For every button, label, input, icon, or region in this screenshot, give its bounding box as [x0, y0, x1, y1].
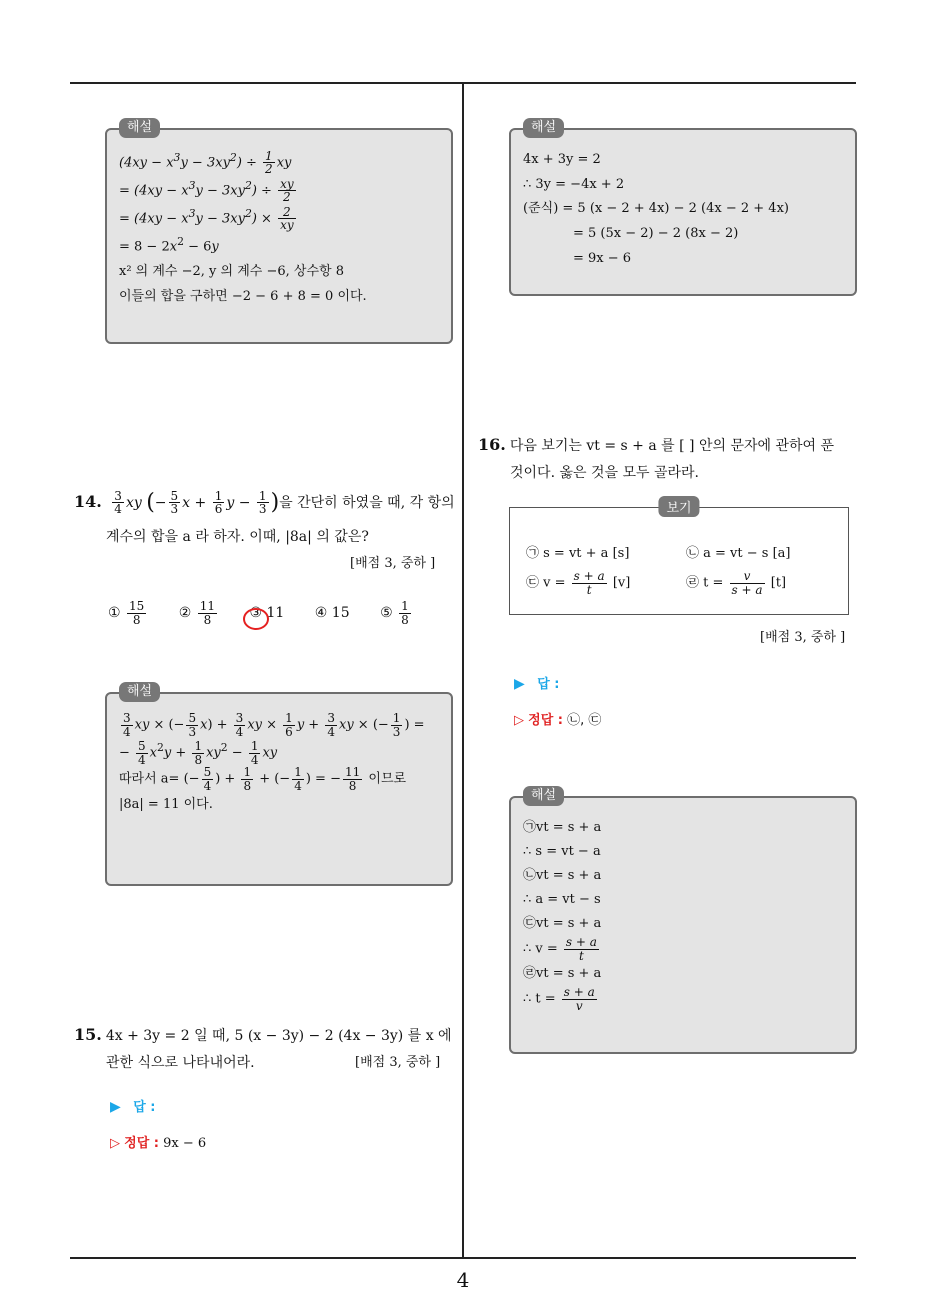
solution-line: ㉢vt = s + a: [523, 916, 602, 932]
answer-mark-circle: [243, 608, 269, 630]
solution-line: 따라서 a= (− $\frac{5}{4}$ ) + $\frac{1}{8}$ + (− $\frac{1}{4}$ ) = − $\frac{11}{8}$ 이므로: [119, 765, 407, 793]
outline-triangle-icon: ▷: [110, 1136, 120, 1151]
correct-answer-row: [110, 1132, 206, 1151]
choice-1[interactable]: ① $\frac{15}{8}$: [108, 599, 145, 627]
score-label: [배점 3, 중하 ]: [760, 630, 846, 645]
score-label: [배점 3, 중하 ]: [355, 1055, 441, 1070]
solution-tag: 해설: [119, 682, 160, 702]
choice-2[interactable]: ② $\frac{11}{8}$: [178, 599, 216, 627]
question-number: 15.: [74, 1025, 102, 1044]
correct-value: ㉡, ㉢: [567, 713, 602, 728]
solution-line: = $8 - 2x^2 - 6y$: [119, 235, 219, 255]
solution-tag: 해설: [523, 118, 564, 138]
solution-line: $\frac{3}{4}$ xy × (− $\frac{5}{3}$ x) + $\frac{3}{4}$ xy × $\frac{1}{6}$ y + $\frac{3}{4}$ xy × (− $\frac{1}{3}$ ) =: [123, 711, 425, 739]
solution-box-13: [105, 120, 453, 344]
solution-line: ㉣vt = s + a: [523, 966, 602, 982]
question-text: 것이다. 옳은 것을 모두 골라라.: [510, 465, 699, 482]
page-number: 4: [456, 1268, 470, 1292]
solution-line: ∴ 3y = −4x + 2: [523, 176, 625, 192]
question-16: [478, 430, 862, 487]
solution-line: 4x + 3y = 2: [523, 152, 601, 167]
solution-line: ㉠vt = s + a: [523, 820, 602, 835]
question-text: 을 간단히 하였을 때, 각 항의: [279, 494, 455, 511]
play-triangle-icon: ▶: [110, 1099, 121, 1115]
solution-line: $(4xy - x^3y - 3xy^2)$ ÷ $\frac{1}{2}$ xy: [119, 148, 292, 177]
question-number: 16.: [478, 435, 506, 454]
correct-label: 정답 :: [528, 713, 563, 728]
solution-tag: 해설: [523, 786, 564, 806]
correct-value: 9x − 6: [163, 1136, 207, 1151]
solution-line: − $\frac{5}{4}$ $x^2y$ + $\frac{1}{8}$ $xy^2$ − $\frac{1}{4}$ xy: [119, 739, 278, 767]
solution-line: = 5 (5x − 2) − 2 (8x − 2): [573, 226, 739, 242]
solution-line: ㉡vt = s + a: [523, 868, 602, 884]
solution-line: (준식) = 5 (x − 2 + 4x) − 2 (4x − 2 + 4x): [523, 201, 789, 217]
question-text: 다음 보기는 vt = s + a 를 [ ] 안의 문자에 관하여 푼: [509, 438, 835, 454]
solution-line: = $(4xy - x^3y - 3xy^2)$ ÷ $\frac{xy}{2}$: [119, 176, 294, 205]
bogi-item-4: ㉣ t = $\frac{v}{s + a}$ [t]: [686, 569, 787, 597]
solution-line: ∴ a = vt − s: [523, 892, 601, 908]
choice-3[interactable]: ③ 11: [249, 605, 285, 622]
answer-label: 답 :: [537, 677, 560, 692]
question-text: 4x + 3y = 2 일 때, 5 (x − 3y) − 2 (4x − 3y) 를 x 에: [105, 1028, 452, 1044]
question-text: 계수의 합을 a 라 하자. 이때, |8a| 의 값은?: [106, 528, 369, 545]
correct-label: 정답 :: [124, 1136, 159, 1151]
outline-triangle-icon: ▷: [514, 713, 524, 728]
bogi-item-1: ㉠ s = vt + a [s]: [526, 546, 630, 561]
solution-line: ∴ s = vt − a: [523, 844, 601, 860]
solution-box-14: [105, 684, 453, 886]
solution-line: x² 의 계수 −2, y 의 계수 −6, 상수항 8: [119, 264, 344, 280]
question-14: 14. $\frac{3}{4}$ xy (− $\frac{5}{3}$ x + $\frac{1}{6}$ y − $\frac{1}{3}$ )을 간단히 하였을 때, 각 항의 계수의 합을 a 라 하자. 이때, |8a| 의 값은?: [74, 482, 458, 550]
solution-line: 이들의 합을 구하면 −2 − 6 + 8 = 0 이다.: [119, 288, 367, 304]
bogi-box: [509, 501, 849, 615]
answer-label: 답 :: [133, 1100, 156, 1115]
question-number: 14.: [74, 491, 102, 511]
answer-row: [514, 673, 559, 692]
bottom-rule: [70, 1257, 856, 1259]
solution-box-15: [509, 120, 857, 296]
choice-list: [108, 600, 439, 626]
solution-box-16: [509, 788, 857, 1054]
correct-answer-row: [514, 709, 601, 728]
score-label: [배점 3, 중하 ]: [350, 556, 436, 571]
solution-line: = $(4xy - x^3y - 3xy^2)$ × $\frac{2}{xy}$: [119, 204, 294, 233]
play-triangle-icon: ▶: [514, 676, 525, 692]
solution-line: |8a| = 11 이다.: [119, 796, 213, 812]
choice-5[interactable]: ⑤ $\frac{1}{8}$: [380, 599, 409, 627]
solution-line: = 9x − 6: [573, 250, 632, 266]
solution-tag: 해설: [119, 118, 160, 138]
solution-line: ∴ t = $\frac{s + a}{v}$: [523, 985, 595, 1014]
question-text: 관한 식으로 나타내어라.: [106, 1055, 255, 1072]
bogi-tag: 보기: [658, 496, 699, 517]
bogi-item-3: ㉢ v = $\frac{s + a}{t}$ [v]: [526, 569, 631, 597]
choice-4[interactable]: ④ 15: [314, 605, 350, 622]
bogi-item-2: ㉡ a = vt − s [a]: [686, 546, 791, 561]
answer-row: [110, 1096, 155, 1115]
column-divider: [462, 84, 464, 1258]
solution-line: ∴ v = $\frac{s + a}{t}$: [523, 935, 597, 963]
